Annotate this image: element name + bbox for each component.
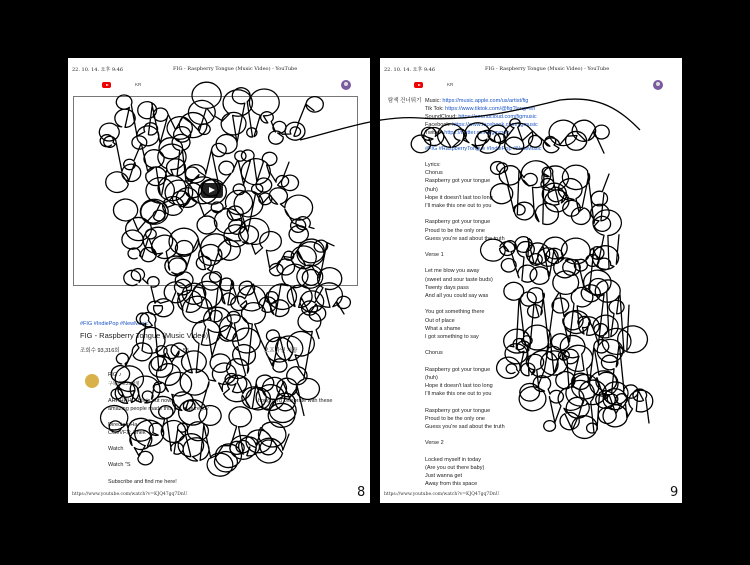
channel-name[interactable]: FIG ♪ <box>108 372 122 378</box>
social-link[interactable]: Tik Tok: https://www.tiktok.com/@fig?lang=en <box>425 106 536 112</box>
lyric-line: (huh) <box>425 374 438 381</box>
lyric-line: I'll make this one out to you <box>425 202 492 209</box>
social-link[interactable]: SoundCloud: https://soundcloud.com/figmusic <box>425 114 537 120</box>
lyric-line: (sweet and sour taste buds) <box>425 276 493 283</box>
youtube-logo-icon[interactable] <box>414 82 423 88</box>
lyric-line: Guess you're sad about the truth <box>425 424 505 430</box>
lyric-line: Raspberry got your tongue <box>425 178 491 185</box>
lyric-line: Away from this space <box>425 481 478 488</box>
lyric-line: Chorus <box>425 170 443 177</box>
description-line: CGI/VFX: Shek <box>108 430 146 436</box>
lyric-line: Hope it doesn't last too long <box>425 383 493 390</box>
lyric-line: I got something to say <box>425 333 479 340</box>
footer-url: https://www.youtube.com/watch?v=KJQ47gq7DnU <box>72 492 188 497</box>
print-date: 22. 10. 14. 오후 9:46 <box>384 67 436 73</box>
description-line: AHHHHH! This is out now <box>108 398 172 404</box>
description-line: Watch "S <box>108 462 131 468</box>
description-line: Director: Ha <box>108 422 138 428</box>
lyric-line: Proud to be the only one <box>425 227 485 234</box>
lyric-line <box>425 244 505 252</box>
hashtags[interactable]: #FIG #RaspberryTongue #IndiePop #NewMusic <box>425 146 542 152</box>
lyrics-block <box>425 162 505 490</box>
lyric-line: I'll make this one out to you <box>425 391 492 398</box>
description-line: Subscribe and find me here! <box>108 479 177 485</box>
subscriber-count: 구독자 3.25만명 <box>108 381 140 386</box>
video-player[interactable] <box>73 96 358 286</box>
lyric-line: Raspberry got your tongue <box>425 219 491 226</box>
country-label: KR <box>135 82 142 87</box>
lyric-line: (huh) <box>425 186 438 193</box>
lyric-line: Verse 2 <box>425 440 444 447</box>
lyric-line: And all you could say was <box>425 293 489 299</box>
lyric-line: Chorus <box>425 350 443 357</box>
description-line: amazing people made this out of pure joy <box>108 406 209 412</box>
lyric-line: Proud to be the only one <box>425 415 485 422</box>
right-page <box>380 58 682 503</box>
print-title: FIG - Raspberry Tongue (Music Video) - YouTube <box>485 66 610 72</box>
lyric-line <box>425 432 505 440</box>
social-link[interactable]: Facebook: https://www.facebook.com/figmusic <box>425 122 538 128</box>
hashtags[interactable]: #FIG #IndiePop #NewMusic <box>80 321 149 327</box>
print-title: FIG - Raspberry Tongue (Music Video) - YouTube <box>173 66 298 72</box>
lyric-line: Verse 1 <box>425 252 444 259</box>
lyric-line: (Are you out there baby) <box>425 464 485 471</box>
country-label: KR <box>447 82 454 87</box>
lyric-line: Guess you're sad about the truth <box>425 235 505 242</box>
lyric-line: Locked myself in today <box>425 456 481 463</box>
lyric-line: Raspberry got your tongue <box>425 366 491 373</box>
avatar[interactable] <box>341 80 351 90</box>
page-number: 9 <box>670 485 679 500</box>
lyric-line: Let me blow you away <box>425 268 480 275</box>
lyric-line: Just wanna get <box>425 473 462 480</box>
lyric-line <box>425 359 505 367</box>
lyric-line <box>425 449 505 457</box>
lyric-line: What a shame <box>425 325 461 332</box>
social-link[interactable]: Twitter: https://twitter.com/figgypop <box>425 130 510 136</box>
lyric-line <box>425 260 505 268</box>
lyric-line: Twenty days pass <box>425 284 469 291</box>
video-title: FIG - Raspberry Tongue (Music Video) <box>80 331 209 340</box>
lyric-line: Hope it doesn't last too long <box>425 194 493 201</box>
print-date: 22. 10. 14. 오후 9:46 <box>72 67 124 73</box>
like-count[interactable]: 55 <box>183 348 190 354</box>
description-line: hought I'd celebrate with these <box>258 398 333 404</box>
lyric-line <box>425 301 505 309</box>
play-button-icon[interactable] <box>201 183 223 198</box>
avatar[interactable] <box>653 80 663 90</box>
skip-navigation[interactable]: 탐색 건너뛰기 <box>388 98 422 104</box>
description-line: Watch <box>108 446 124 452</box>
left-page <box>68 58 370 503</box>
lyric-line: Raspberry got your tongue <box>425 407 491 414</box>
page-number: 8 <box>357 485 366 500</box>
youtube-logo-icon[interactable] <box>102 82 111 88</box>
view-count: 조회수 93,316회 <box>80 348 120 354</box>
social-link[interactable]: Music: https://music.apple.com/us/artist/fig <box>425 98 529 104</box>
lyric-line: Out of place <box>425 317 455 324</box>
lyric-line <box>425 342 505 350</box>
lyric-line: You got something there <box>425 309 485 316</box>
lyric-line: Lyrics: <box>425 162 441 168</box>
lyric-line <box>425 399 505 407</box>
channel-avatar[interactable] <box>85 374 99 388</box>
footer-url: https://www.youtube.com/watch?v=KJQ47gq7DnU <box>384 492 500 497</box>
lyric-line <box>425 211 505 219</box>
save-offline-button[interactable]: 오프라인 저장 <box>264 348 298 354</box>
